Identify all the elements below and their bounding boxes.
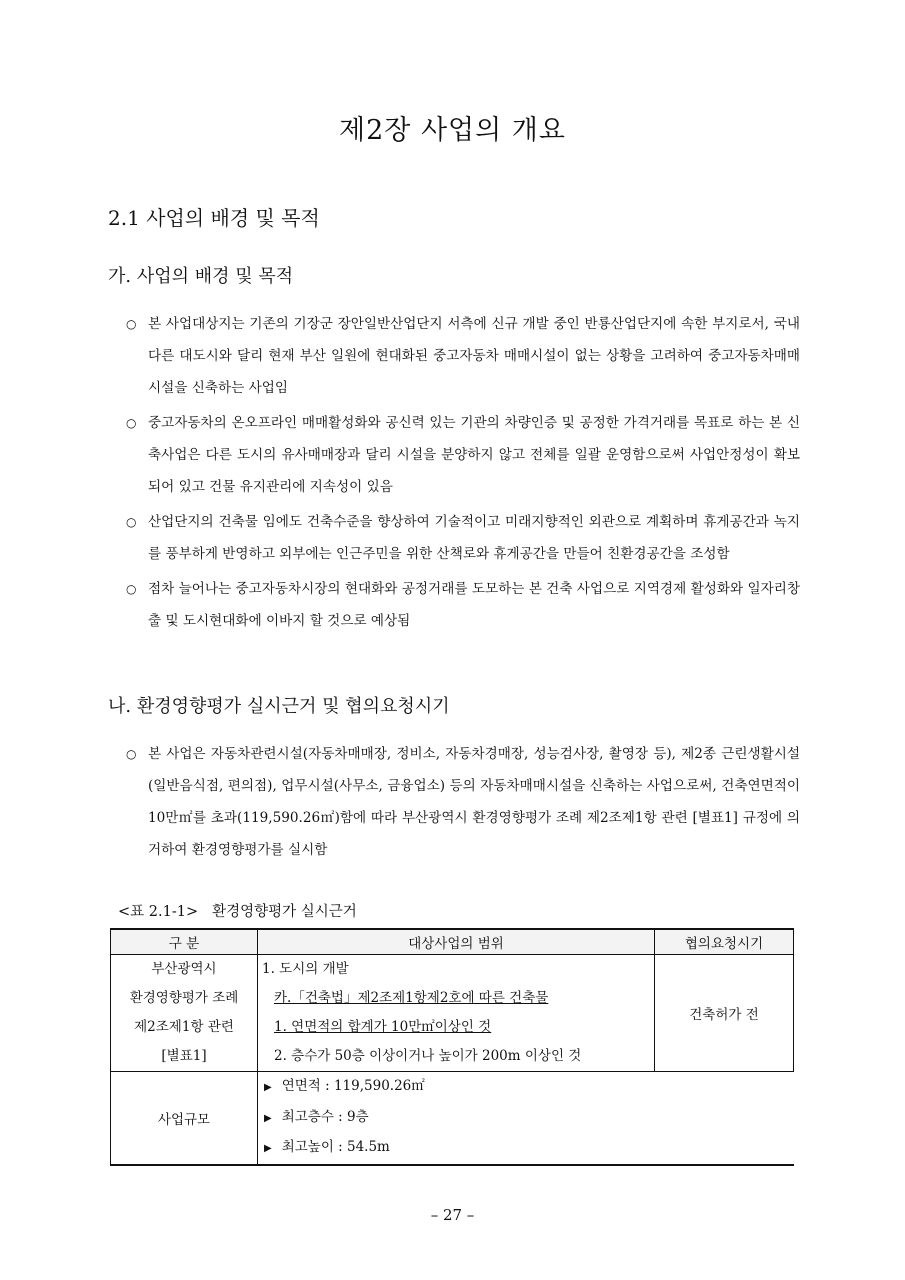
bullet-text: 중고자동차의 온오프라인 매매활성화와 공신력 있는 기관의 차량인증 및 공정한 가격거래를 목표로 하는 본 신축사업은 다른 도시의 유사매매장과 달리 시설을 분양하지 않고 전체를 일괄 운영함으로써 사업안정성이 확보되어 있고 건물 유지관리에 지속성이 있음 xyxy=(148,415,800,495)
list-item xyxy=(120,738,800,866)
list-item xyxy=(120,308,800,404)
scope-line-text: 1. 연면적의 합계가 10만㎡이상인 것 xyxy=(274,1019,492,1035)
circle-bullet-icon: ○ xyxy=(126,747,137,761)
section-title: 2.1 사업의 배경 및 목적 xyxy=(108,206,320,230)
assessment-basis-table xyxy=(110,928,794,1166)
list-item xyxy=(120,506,800,570)
timing-cell: 건축허가 전 xyxy=(655,955,794,1072)
scale-line xyxy=(262,1133,790,1164)
chapter-title: 제2장 사업의 개요 xyxy=(339,115,566,146)
scale-value: 최고높이 : 54.5m xyxy=(281,1139,390,1155)
table-header-row xyxy=(111,929,794,955)
bullet-text: 점차 늘어나는 중고자동차시장의 현대화와 공정거래를 도모하는 본 건축 사업으로 지역경제 활성화와 일자리창출 및 도시현대화에 이바지 할 것으로 예상됨 xyxy=(148,581,800,629)
circle-bullet-icon: ○ xyxy=(126,582,137,596)
scale-category-cell: 사업규모 xyxy=(111,1072,258,1165)
scale-value: 최고층수 : 9층 xyxy=(281,1108,369,1125)
circle-bullet-icon: ○ xyxy=(126,317,137,331)
table-number: <표 2.1-1> xyxy=(118,904,199,920)
scope-line xyxy=(262,984,650,1013)
scale-line xyxy=(262,1103,790,1134)
header-category: 구 분 xyxy=(111,929,258,955)
bullet-text: 본 사업은 자동차관련시설(자동차매매장, 정비소, 자동차경매장, 성능검사장, 촬영장 등), 제2종 근린생활시설(일반음식점, 편의점), 업무시설(사무소, 금융업소) 등의 자동차매매시설을 신축하는 사업으로써, 건축연면적이 10만㎡를 초과(119,590.26㎡)함에 따라 부산광역시 환경영향평가 조례 제2조제1항 관련 [별표1] 규정에 의거하여 환경영향평가를 실시함 xyxy=(148,746,800,858)
scale-line xyxy=(262,1072,790,1103)
ordinance-category-cell xyxy=(111,955,258,1072)
page-number: – 27 – xyxy=(430,1206,475,1224)
category-line: 부산광역시 xyxy=(151,961,217,977)
bullet-text: 본 사업대상지는 기존의 기장군 장안일반산업단지 서측에 신규 개발 중인 반룡산업단지에 속한 부지로서, 국내 다른 대도시와 달리 현재 부산 일원에 현대화된 중고자동차 매매시설이 없는 상황을 고려하여 중고자동차매매시설을 신축하는 사업임 xyxy=(148,316,800,396)
assessment-bullet-list xyxy=(120,738,800,869)
category-line: [별표1] xyxy=(161,1048,207,1064)
table-caption xyxy=(118,900,371,921)
table-title: 환경영향평가 실시근거 xyxy=(212,904,357,920)
triangle-bullet-icon: ▶ xyxy=(264,1082,272,1093)
list-item xyxy=(120,573,800,637)
header-timing: 협의요청시기 xyxy=(655,929,794,955)
triangle-bullet-icon: ▶ xyxy=(264,1143,272,1154)
scope-line: 1. 도시의 개발 xyxy=(262,961,349,977)
scope-cell xyxy=(258,955,655,1072)
scope-line: 2. 층수가 50층 이상이거나 높이가 200m 이상인 것 xyxy=(274,1048,582,1064)
scale-cell xyxy=(258,1072,794,1165)
category-line: 환경영향평가 조례 xyxy=(129,990,239,1006)
triangle-bullet-icon: ▶ xyxy=(264,1112,272,1124)
circle-bullet-icon: ○ xyxy=(126,515,137,529)
scale-value: 연면적 : 119,590.26㎡ xyxy=(281,1078,425,1094)
list-item xyxy=(120,407,800,503)
background-bullet-list xyxy=(120,308,800,640)
scope-line xyxy=(262,1013,650,1042)
table-row xyxy=(111,955,794,1072)
circle-bullet-icon: ○ xyxy=(126,416,137,430)
table-row xyxy=(111,1072,794,1165)
bullet-text: 산업단지의 건축물 임에도 건축수준을 향상하여 기술적이고 미래지향적인 외관으로 계획하며 휴게공간과 녹지를 풍부하게 반영하고 외부에는 인근주민을 위한 산책로와 휴게공간을 만들어 친환경공간을 조성함 xyxy=(148,514,800,562)
subsection-b-title: 나. 환경영향평가 실시근거 및 협의요청시기 xyxy=(108,696,450,717)
scope-line-text: 카.「건축법」제2조제1항제2호에 따른 건축물 xyxy=(274,990,549,1006)
subsection-a-title: 가. 사업의 배경 및 목적 xyxy=(108,266,294,287)
category-line: 제2조제1항 관련 xyxy=(134,1019,234,1035)
header-scope: 대상사업의 범위 xyxy=(258,929,655,955)
